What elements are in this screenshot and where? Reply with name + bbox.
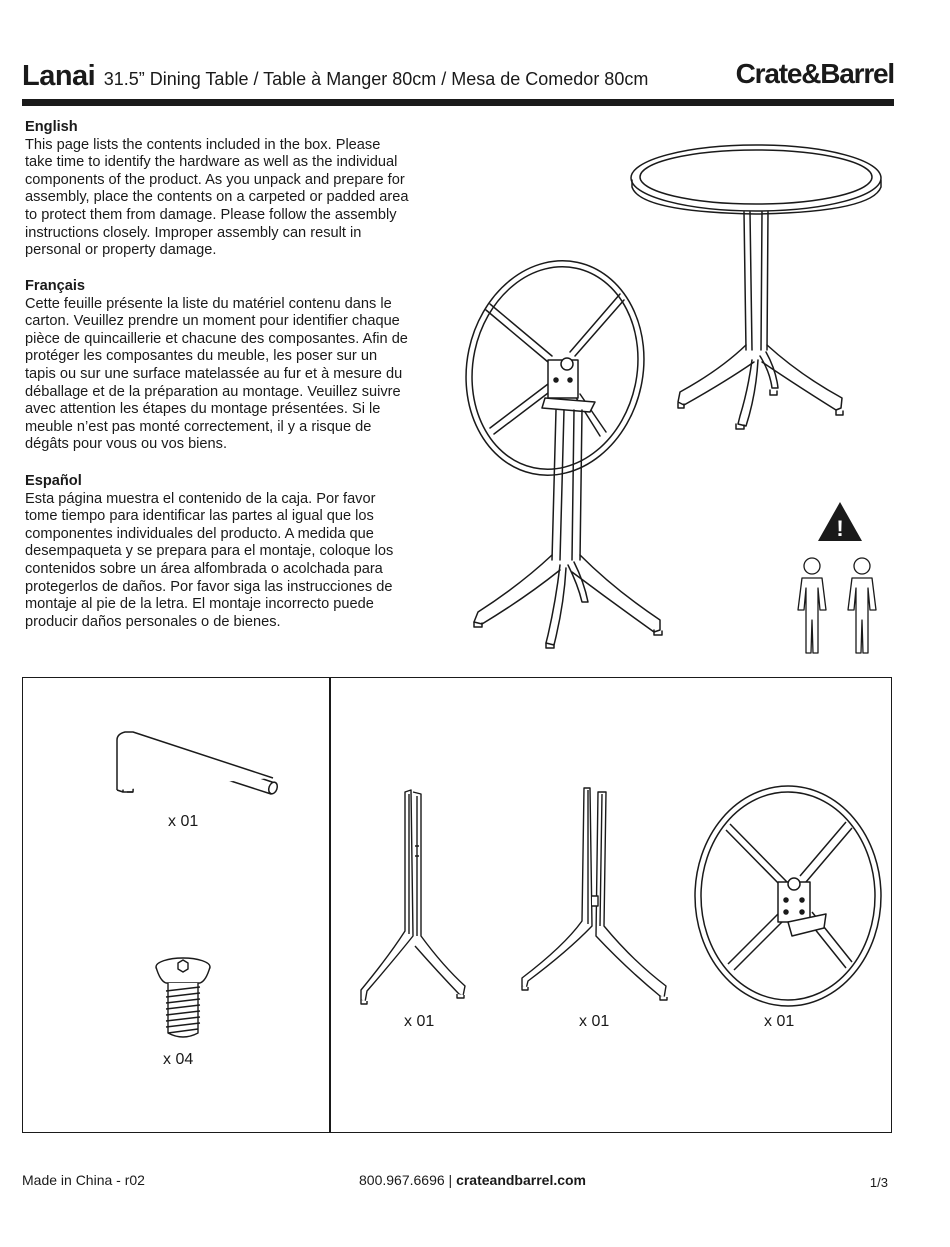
section-title: Français <box>25 278 86 294</box>
title-row <box>22 60 648 93</box>
section-body: Cette feuille présente la liste du matériel contenu dans le carton. Veuillez prendre un moment pour identifier chaque pièce de quincaillerie et chacune des composantes. Afin de protéger les composantes du meuble, les poser sur un tapis ou sur une surface matelassée au fur et à mesure du déballage et de la préparation au montage. Veuillez suivre avec attention les étapes du montage présentées. Si le meuble n’est pas monté correctement, il y a risque de dégâts pour vous ou vos biens. <box>25 295 408 453</box>
parts-box <box>22 677 892 1133</box>
tabletop-icon <box>688 778 888 1013</box>
product-subtitle: 31.5” Dining Table / Table à Manger 80cm / Mesa de Comedor 80cm <box>103 69 649 89</box>
table-illustration <box>455 130 895 660</box>
warning-triangle-icon <box>818 502 862 541</box>
folded-table-image <box>455 244 664 648</box>
footer-phone: 800.967.6696 <box>359 1172 445 1188</box>
section-body: This page lists the contents included in the box. Please take time to identify the hardware as well as the individual components of the product. As you unpack and prepare for assembly, place the contents on a carpeted or padded area to protect them from damage. Please follow the assembly instructions closely. Improper assembly can result in personal or property damage. <box>25 136 409 259</box>
footer-separator: | <box>444 1172 457 1188</box>
allen-key-icon <box>103 728 303 808</box>
left-leg-quantity: x 01 <box>404 1013 435 1030</box>
product-name: Lanai <box>22 60 96 92</box>
section-body: Esta página muestra el contenido de la caja. Por favor tome tiempo para identificar las partes al igual que los componentes individuales del producto. A medida que desempaqueta y se prepara para el montaje, coloque los contenidos sobre un área alfombrada o acolchada para protegerlos de daños. Por favor siga las instrucciones de montaje al pie de la letra. El montaje incorrecto puede producir daños personales o de bienes. <box>25 490 394 630</box>
leg-half-left-icon <box>353 786 473 1011</box>
header-rule <box>22 99 894 106</box>
allen-key-quantity: x 01 <box>168 813 199 830</box>
section-francais <box>25 278 435 454</box>
screw-icon <box>148 953 218 1048</box>
footer-made-in: Made in China - r02 <box>22 1172 145 1188</box>
two-person-icon <box>798 558 876 653</box>
section-title: English <box>25 119 78 135</box>
right-leg-quantity: x 01 <box>579 1013 610 1030</box>
section-english <box>25 119 435 260</box>
tabletop-quantity: x 01 <box>764 1013 795 1030</box>
leg-half-right-icon <box>518 786 678 1011</box>
footer-page-number: 1/3 <box>869 1175 888 1190</box>
assembled-table-image <box>631 145 881 429</box>
section-title: Español <box>25 473 82 489</box>
section-espanol <box>25 473 435 631</box>
footer-contact <box>359 1172 586 1188</box>
brand-logo: Crate&Barrel <box>735 58 894 89</box>
svg-text:!: ! <box>836 516 844 541</box>
screw-quantity: x 04 <box>163 1051 194 1068</box>
parts-divider <box>329 678 331 1132</box>
footer-website-link[interactable]: crateandbarrel.com <box>456 1172 587 1188</box>
header <box>22 58 894 106</box>
